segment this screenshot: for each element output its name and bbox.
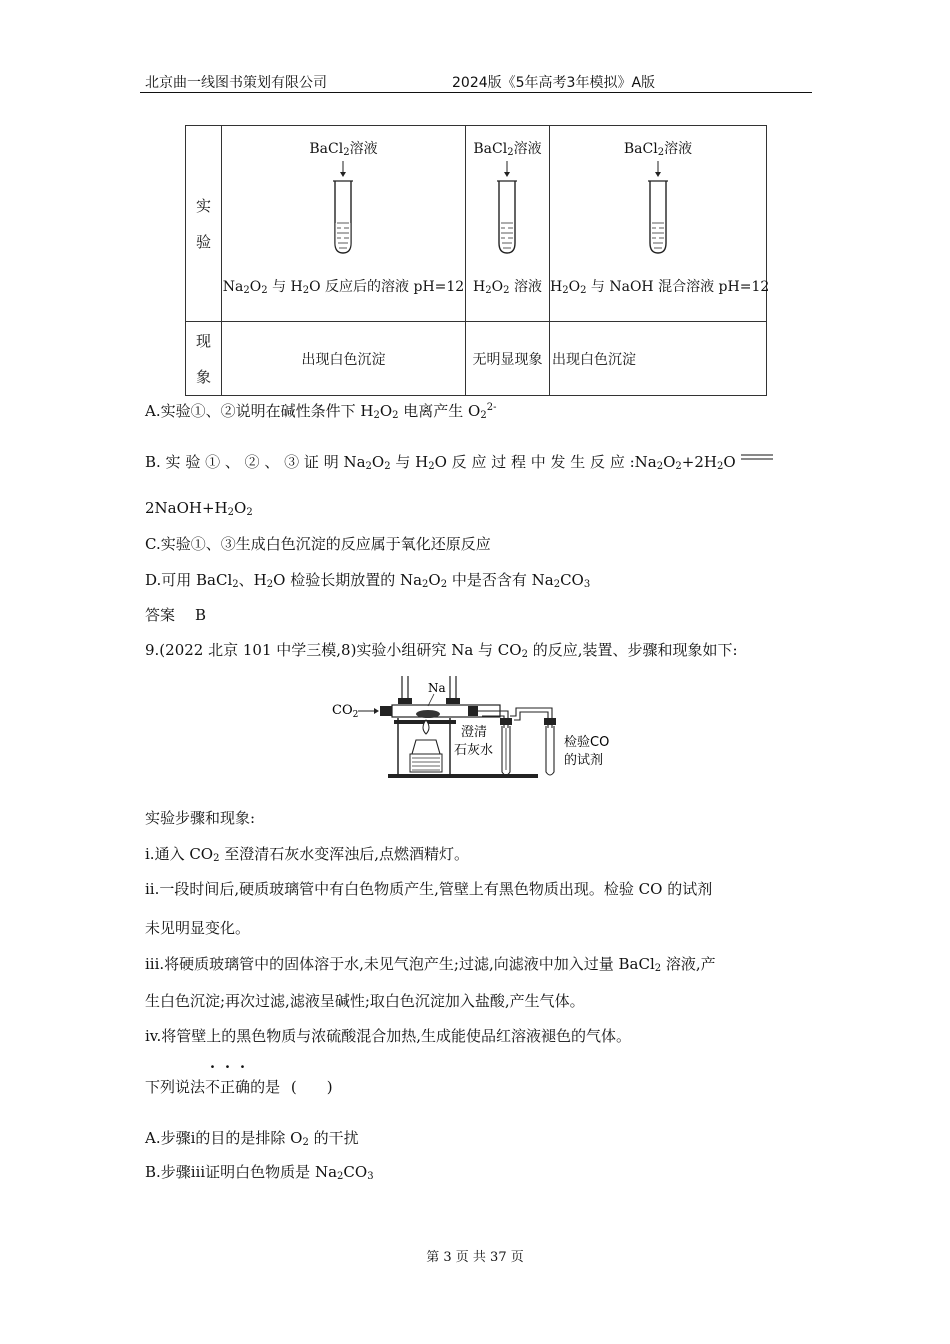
q9-question: 下列说法不正确的是 ( ) bbox=[145, 1078, 333, 1096]
reagent-label: BaCl$_2$溶液 bbox=[309, 141, 378, 158]
phenomenon-cell-2: 无明显现象 bbox=[466, 322, 550, 396]
phenomenon-cell-1: 出现白色沉淀 bbox=[222, 322, 466, 396]
co-reagent-label-line2: 的试剂 bbox=[564, 753, 604, 768]
equation-equals-icon bbox=[740, 453, 774, 463]
co2-label: $CO_2$ bbox=[332, 703, 359, 720]
header-divider bbox=[140, 92, 812, 93]
solution-label-3: $H_2O_2$ 与 NaOH 混合溶液 pH=12 bbox=[550, 279, 770, 296]
solution-label-2: $H_2O_2$ 溶液 bbox=[473, 279, 542, 296]
step-ii-line1: ii.一段时间后,硬质玻璃管中有白色物质产生,管壁上有黑色物质出现。检验 CO 的试剂 bbox=[145, 880, 713, 898]
step-iii-line1: iii.将硬质玻璃管中的固体溶于水,未见气泡产生;过滤,向滤液中加入过量 BaCl$_2$ 溶液,产 bbox=[145, 955, 716, 974]
q9-stem: 9.(2022 北京 101 中学三模,8)实验小组研究 Na 与 $CO_2$ 的反应,装置、步骤和现象如下: bbox=[145, 641, 738, 660]
test-tube-icon bbox=[643, 161, 673, 257]
experiment-cell-3 bbox=[550, 126, 770, 322]
step-iii-line2: 生白色沉淀;再次过滤,滤液呈碱性;取白色沉淀加入盐酸,产生气体。 bbox=[145, 992, 585, 1010]
emphasis-char: 正 bbox=[220, 1078, 236, 1096]
header-publisher: 北京曲一线图书策划有限公司 bbox=[145, 75, 327, 91]
row-head-experiment: 实 验 bbox=[186, 126, 222, 322]
reagent-label: BaCl$_2$溶液 bbox=[623, 141, 693, 158]
q8-option-b-line2: $2NaOH+H_2O_2$ bbox=[145, 499, 253, 518]
q9-option-a: A.步骤ⅰ的目的是排除 $O_2$ 的干扰 bbox=[145, 1129, 359, 1148]
q9-option-b: B.步骤ⅲ证明白色物质是 $Na_2CO_3$ bbox=[145, 1163, 374, 1182]
header-book-title: 2024版《5年高考3年模拟》A版 bbox=[452, 75, 656, 91]
test-tube-icon bbox=[492, 161, 522, 257]
q8-option-b-line1: B. 实 验 ① 、 ② 、 ③ 证 明 $Na_2O_2$ 与 $H_2O$ 反 应 过 程 中 发 生 反 应 $:Na_2O_2+2H_2O$ bbox=[145, 451, 805, 472]
steps-title: 实验步骤和现象: bbox=[145, 809, 256, 827]
q8-option-a: A.实验①、②说明在碱性条件下 $H_2O_2$ 电离产生 $O_2^{2-}$ bbox=[145, 402, 497, 421]
emphasis-text bbox=[205, 1078, 250, 1096]
apparatus-diagram bbox=[330, 676, 630, 784]
experiment-table bbox=[185, 125, 770, 396]
experiment-cell-1 bbox=[222, 126, 466, 322]
na-label: Na bbox=[428, 681, 446, 695]
emphasis-char: 确 bbox=[235, 1078, 251, 1096]
phenomenon-cell-3: 出现白色沉淀 bbox=[550, 322, 767, 396]
step-ii-line2: 未见明显变化。 bbox=[145, 919, 251, 937]
co-reagent-label-line1: 检验CO bbox=[564, 735, 610, 750]
q8-answer: 答案 B bbox=[145, 606, 207, 624]
reagent-label: BaCl$_2$溶液 bbox=[473, 141, 542, 158]
experiment-cell-2 bbox=[466, 126, 550, 322]
solution-label-1: $Na_2O_2$ 与 $H_2O$ 反应后的溶液 pH=12 bbox=[222, 279, 465, 296]
emphasis-char: 不 bbox=[205, 1078, 221, 1096]
test-tube-icon bbox=[328, 161, 358, 257]
limewater-label-line1: 澄清 bbox=[461, 725, 488, 740]
q8-option-d: D.可用 BaCl$_2$、$H_2O$ 检验长期放置的 $Na_2O_2$ 中是否含有 $Na_2CO_3$ bbox=[145, 571, 591, 590]
step-i: i.通入 $CO_2$ 至澄清石灰水变浑浊后,点燃酒精灯。 bbox=[145, 845, 470, 864]
page-footer: 第 3 页 共 37 页 bbox=[426, 1250, 524, 1265]
q8-option-c: C.实验①、③生成白色沉淀的反应属于氧化还原反应 bbox=[145, 535, 491, 553]
limewater-label-line2: 石灰水 bbox=[454, 743, 494, 758]
step-iv: iv.将管壁上的黑色物质与浓硫酸混合加热,生成能使品红溶液褪色的气体。 bbox=[145, 1027, 632, 1045]
row-head-phenomenon: 现 象 bbox=[186, 322, 222, 396]
